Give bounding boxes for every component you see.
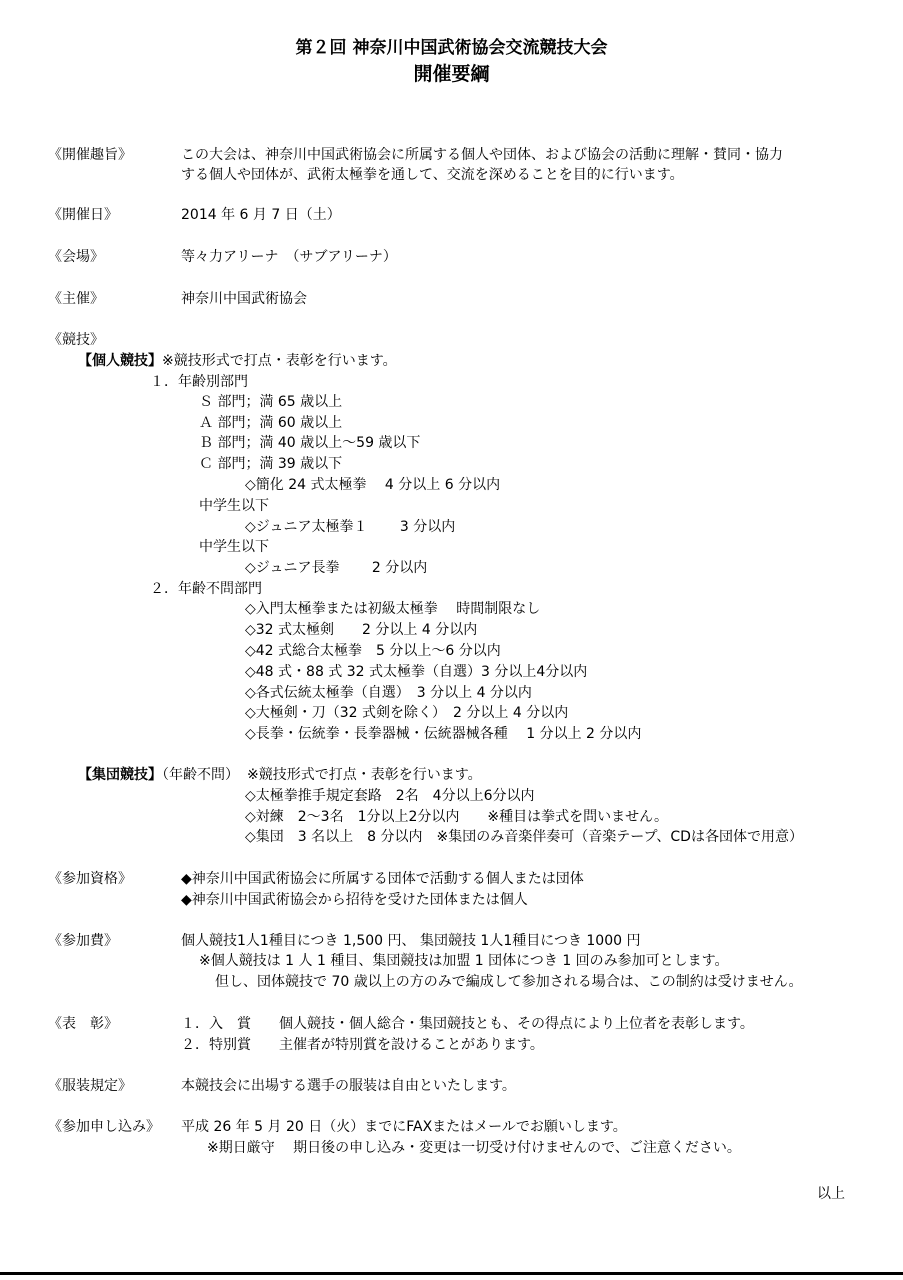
- age-category-b: Ｂ 部門；満 40 歳以上～59 歳以下: [199, 435, 421, 451]
- group-event: ◇対練 2～3名 1分以上2分以内 ※種目は拳式を問いません。: [245, 809, 668, 825]
- fee-line-2: ※個人競技は 1 人 1 種目、集団競技は加盟 1 団体につき 1 回のみ参加可とします。: [199, 953, 729, 969]
- document-title: 第２回 神奈川中国武術協会交流競技大会: [295, 38, 608, 58]
- group-heading: [78, 766, 482, 784]
- individual-heading: [78, 352, 397, 370]
- group-event: ◇太極拳推手規定套路 2名 4分以上6分以内: [245, 788, 535, 804]
- venue-value: 等々力アリーナ （サブアリーナ）: [181, 249, 397, 265]
- eligibility-line: ◆神奈川中国武術協会に所属する団体で活動する個人または団体: [181, 871, 584, 887]
- application-label: 《参加申し込み》: [48, 1119, 160, 1135]
- organizer-label: 《主催》: [48, 291, 104, 307]
- event-taiji-24: ◇簡化 24 式太極拳 4 分以上 6 分以内: [245, 477, 501, 493]
- purpose-line-1: この大会は、神奈川中国武術協会に所属する個人や団体、および協会の活動に理解・賛同・協力: [181, 147, 783, 163]
- competition-label: 《競技》: [48, 332, 104, 348]
- open-event: ◇入門太極拳または初級太極拳 時間制限なし: [245, 601, 541, 617]
- application-line-2: ※期日厳守 期日後の申し込み・変更は一切受け付けませんので、ご注意ください。: [207, 1140, 741, 1156]
- event-junior-changquan: ◇ジュニア長拳 2 分以内: [245, 560, 428, 576]
- open-event: ◇各式伝統太極拳（自選） 3 分以上 4 分以内: [245, 685, 532, 701]
- dress-value: 本競技会に出場する選手の服装は自由といたします。: [181, 1078, 516, 1094]
- junior-label-1: 中学生以下: [199, 498, 269, 514]
- bottom-border: [0, 1272, 903, 1275]
- document-subtitle: 開催要綱: [413, 63, 490, 85]
- dress-label: 《服装規定》: [48, 1078, 132, 1094]
- open-event: ◇32 式太極剣 2 分以上 4 分以内: [245, 622, 478, 638]
- age-category-s: Ｓ 部門；満 65 歳以上: [199, 394, 343, 410]
- purpose-line-2: する個人や団体が、武術太極拳を通して、交流を深めることを目的に行います。: [181, 167, 684, 183]
- awards-line-1: １．入 賞 個人競技・個人総合・集団競技とも、その得点により上位者を表彰します。: [181, 1016, 754, 1032]
- group-event: ◇集団 3 名以上 8 分以内 ※集団のみ音楽伴奏可（音楽テープ、CDは各団体で用意）: [245, 829, 803, 845]
- eligibility-line: ◆神奈川中国武術協会から招待を受けた団体または個人: [181, 892, 528, 908]
- group-head: 【集団競技】: [78, 767, 162, 783]
- open-section-title: ２．年齢不問部門: [150, 581, 262, 597]
- venue-label: 《会場》: [48, 249, 104, 265]
- open-event: ◇48 式・88 式 32 式太極拳（自選）3 分以上4分以内: [245, 664, 588, 680]
- fee-label: 《参加費》: [48, 933, 118, 949]
- organizer-value: 神奈川中国武術協会: [181, 291, 307, 307]
- fee-line-1: 個人競技1人1種目につき 1,500 円、 集団競技 1人1種目につき 1000 円: [181, 933, 641, 949]
- age-category-c: Ｃ 部門；満 39 歳以下: [199, 456, 343, 472]
- awards-line-2: ２．特別賞 主催者が特別賞を設けることがあります。: [181, 1037, 544, 1053]
- group-sub: （年齢不問）: [162, 767, 239, 783]
- eligibility-label: 《参加資格》: [48, 871, 132, 887]
- open-event: ◇42 式総合太極拳 5 分以上～6 分以内: [245, 643, 501, 659]
- open-event: ◇大極剣・刀（32 式剣を除く） 2 分以上 4 分以内: [245, 705, 569, 721]
- junior-label-2: 中学生以下: [199, 539, 269, 555]
- date-label: 《開催日》: [48, 207, 118, 223]
- date-value: 2014 年 6 月 7 日（土）: [181, 207, 341, 223]
- application-line-1: 平成 26 年 5 月 20 日（火）までにFAXまたはメールでお願いします。: [181, 1119, 627, 1135]
- open-event: ◇長拳・伝統拳・長拳器械・伝統器械各種 1 分以上 2 分以内: [245, 726, 642, 742]
- closing-mark: 以上: [817, 1186, 845, 1202]
- individual-head: 【個人競技】: [78, 353, 162, 369]
- fee-line-3: 但し、団体競技で 70 歳以上の方のみで編成して参加される場合は、この制約は受けません。: [215, 974, 803, 990]
- purpose-label: 《開催趣旨》: [48, 147, 132, 163]
- age-section-title: １．年齢別部門: [150, 374, 248, 390]
- individual-note: ※競技形式で打点・表彰を行います。: [162, 353, 397, 369]
- event-junior-taiji: ◇ジュニア太極拳１ 3 分以内: [245, 519, 456, 535]
- awards-label: 《表 彰》: [48, 1016, 118, 1032]
- group-note: ※競技形式で打点・表彰を行います。: [247, 767, 482, 783]
- age-category-a: Ａ 部門；満 60 歳以上: [199, 415, 343, 431]
